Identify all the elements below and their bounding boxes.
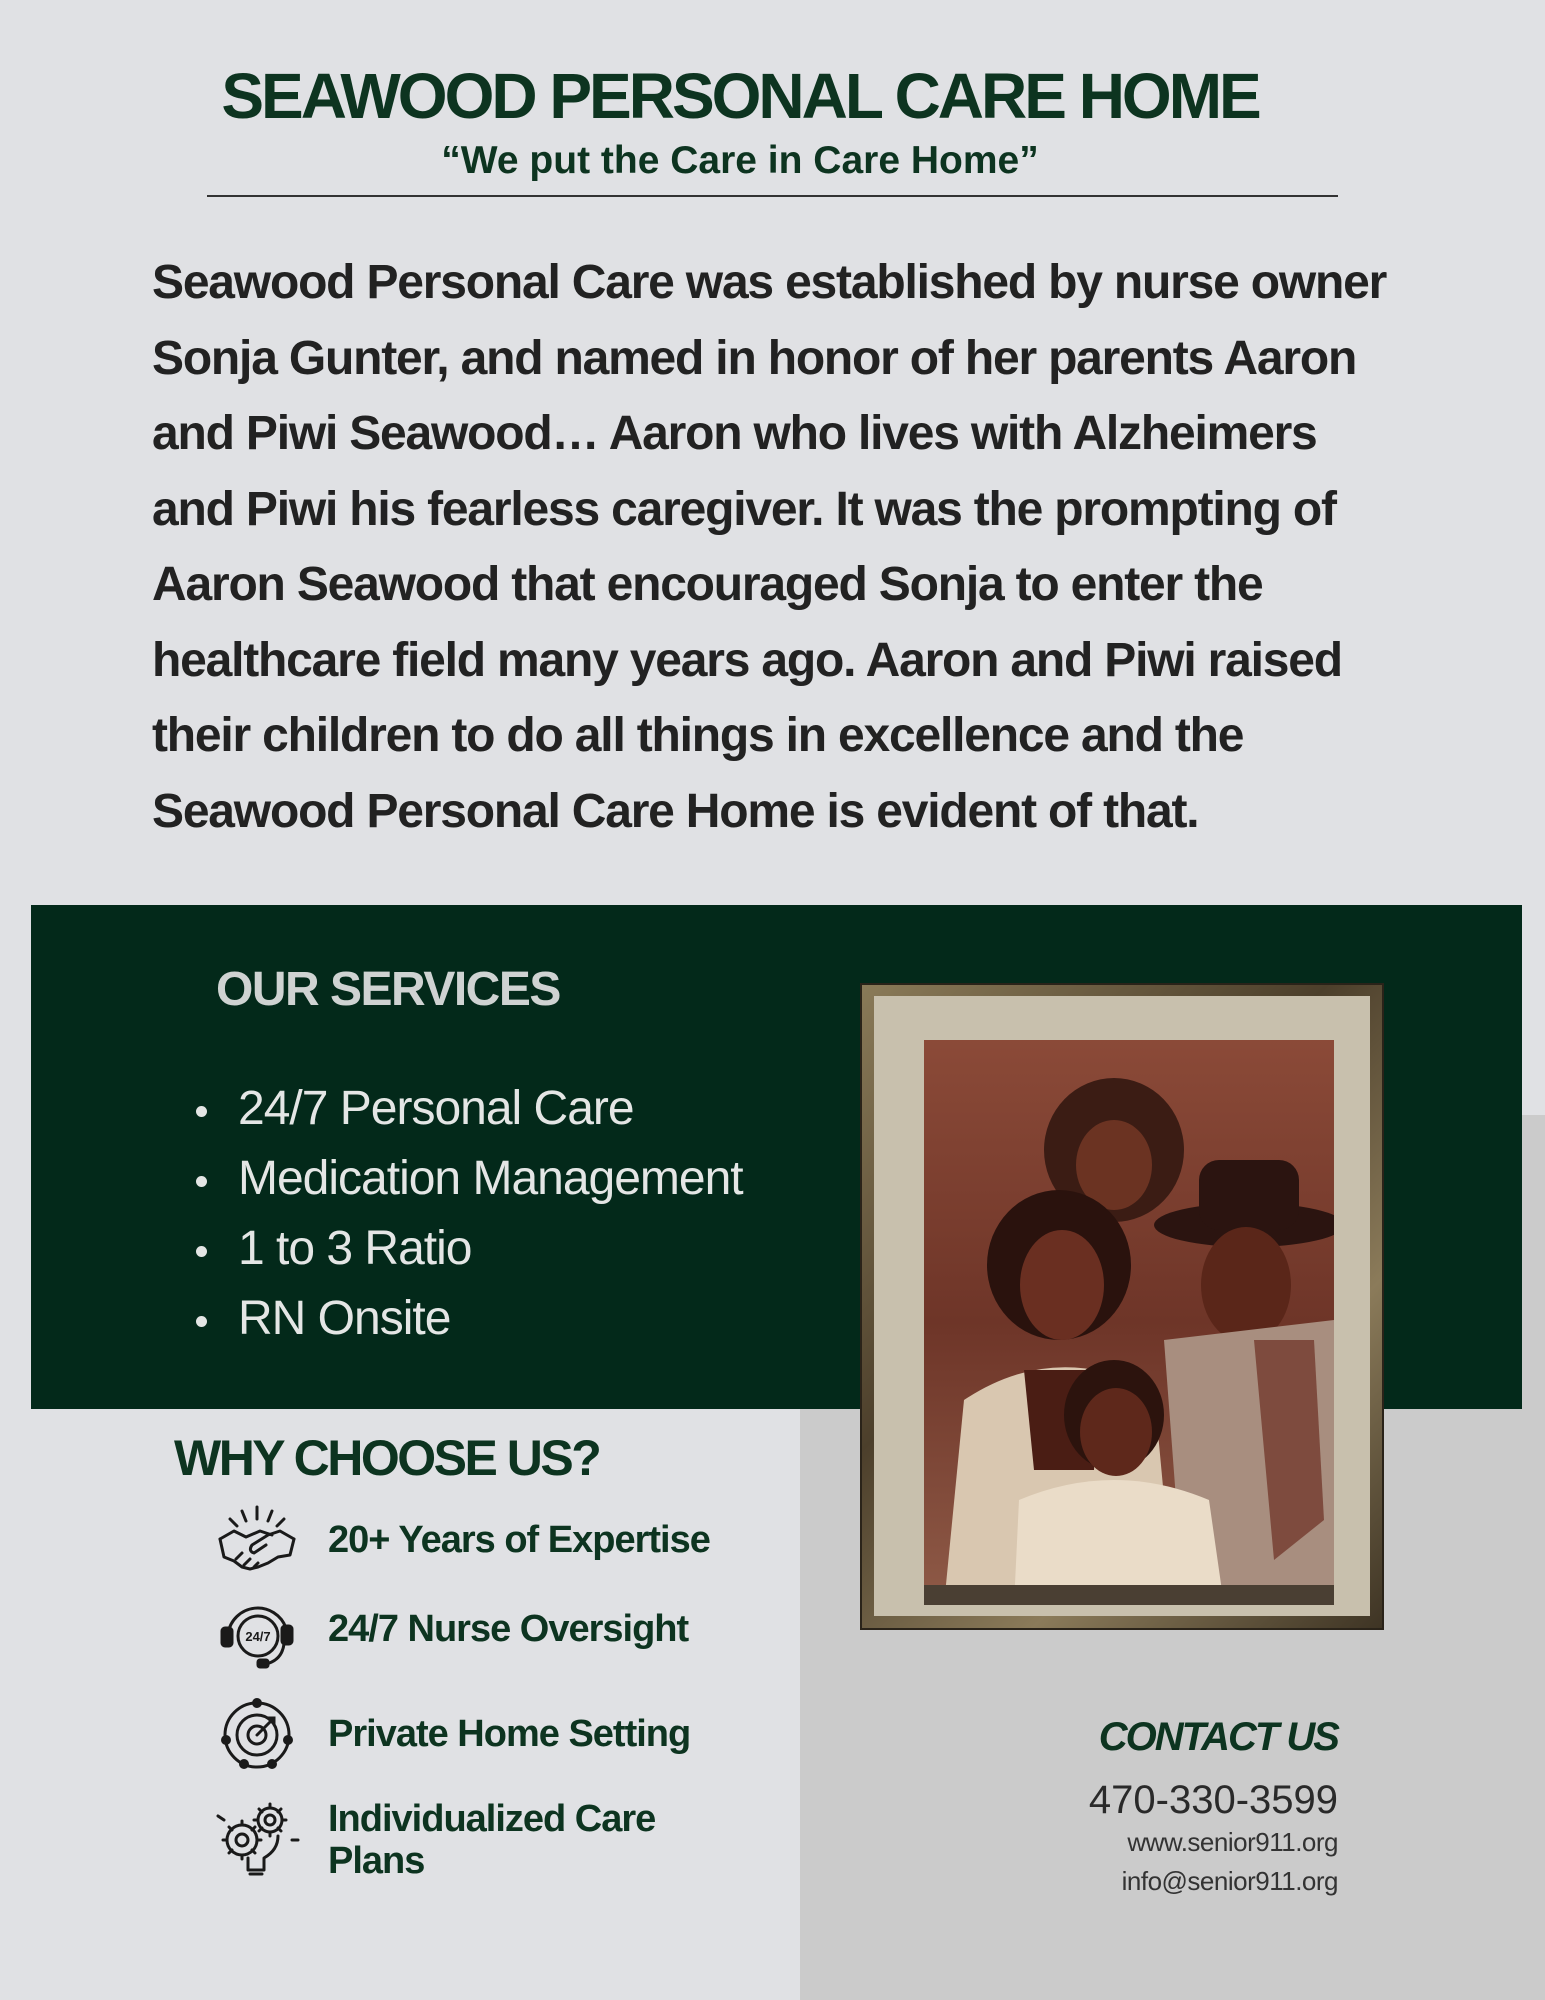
support-24-7-icon-text: 24/7 — [245, 1629, 271, 1644]
family-photo — [924, 1040, 1334, 1605]
idea-gear-icon — [212, 1790, 302, 1880]
contact-phone[interactable]: 470-330-3599 — [1088, 1778, 1338, 1822]
contact-heading: CONTACT US — [1098, 1715, 1338, 1759]
why-item — [212, 1790, 302, 1885]
services-heading: OUR SERVICES — [216, 963, 560, 1016]
why-item — [212, 1690, 302, 1785]
why-item-label: 20+ Years of Expertise — [328, 1519, 710, 1561]
support-24-7-icon — [212, 1588, 302, 1678]
contact-website-link[interactable]: www.senior911.org — [1127, 1827, 1338, 1857]
service-item: 24/7 Personal Care — [190, 1080, 743, 1150]
why-item-label: Individualized Care Plans — [328, 1798, 656, 1882]
family-photo-illustration — [924, 1040, 1334, 1605]
why-item — [212, 1497, 302, 1592]
service-item: RN Onsite — [190, 1290, 743, 1360]
services-list — [190, 1080, 743, 1360]
target-icon — [212, 1690, 302, 1780]
why-item-label: Private Home Setting — [328, 1713, 691, 1755]
why-choose-us-heading: WHY CHOOSE US? — [174, 1430, 600, 1486]
tagline: “We put the Care in Care Home” — [441, 139, 1039, 182]
service-item: 1 to 3 Ratio — [190, 1220, 743, 1290]
page-title: SEAWOOD PERSONAL CARE HOME — [221, 60, 1259, 132]
header-divider — [207, 195, 1338, 197]
contact-email-link[interactable]: info@senior911.org — [1121, 1866, 1338, 1896]
intro-paragraph: Seawood Personal Care was established by nurse owner Sonja Gunter, and named in honor of her parents Aaron and Piwi Seawood… Aaron who lives with Alzheimers and Piwi his fearless caregiver. It was the prompting of Aaron Seawood that encouraged Sonja to enter the healthcare field many years ago. Aaron and Piwi raised their children to do all things in excellence and the Seawood Personal Care Home is evident of that. — [152, 256, 1387, 838]
handshake-icon — [212, 1497, 302, 1587]
service-item: Medication Management — [190, 1150, 743, 1220]
why-item-label: 24/7 Nurse Oversight — [328, 1608, 689, 1650]
why-item — [212, 1588, 302, 1683]
